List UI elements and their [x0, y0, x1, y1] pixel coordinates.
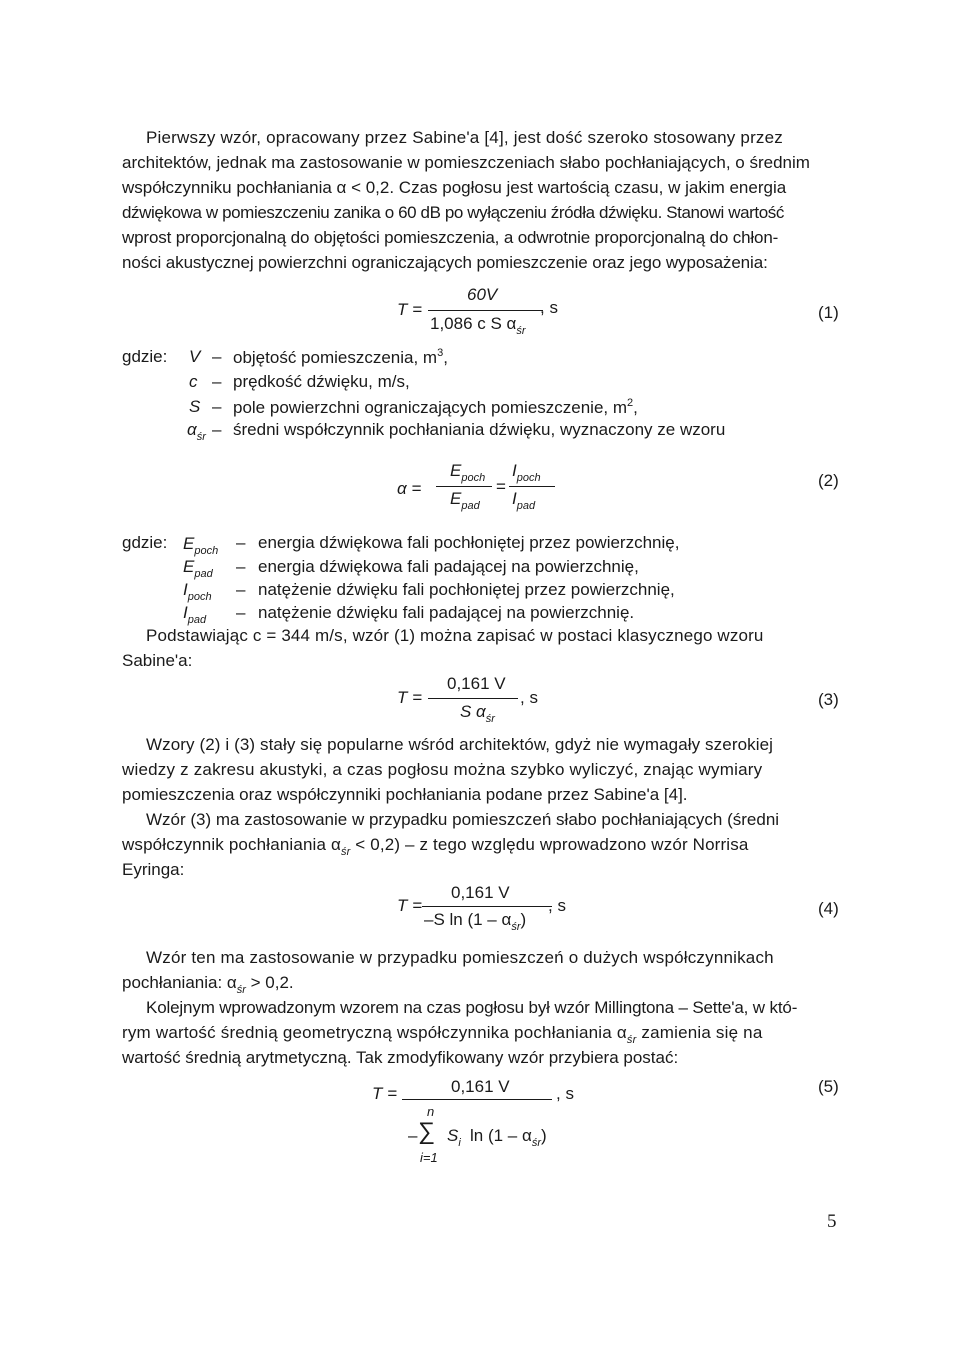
paragraph3-line2: wiedzy z zakresu akustyki, a czas pogłosu można szybko wyliczyć, znając wymiary — [122, 760, 763, 779]
eq5-sum-upper: n — [427, 1104, 435, 1119]
paragraph1-line6: ności akustycznej powierzchni ograniczających pomieszczenie oraz jego wyposażenia: — [122, 253, 768, 272]
eq2-den1: $E_{pad}$ — [450, 489, 480, 512]
def2-text-Epad: energia dźwiękowa fali padającej na powierzchnię, — [258, 557, 639, 576]
def1-text-V: objętość pomieszczenia, $m^3$, — [233, 347, 448, 367]
eq3-fraction-bar — [428, 698, 518, 699]
paragraph4-line2: współczynnik pochłaniania $\alpha_{śr} < 0,2) - z$ tego względu wprowadzono wzór Norrisa — [122, 835, 749, 858]
def2-dash: – — [236, 533, 246, 552]
def2-symbol-Epad: $E_{pad}$ — [183, 557, 213, 580]
def2-symbol-Epoch: $E_{poch}$ — [183, 534, 219, 557]
def1-dash: – — [212, 347, 222, 366]
paragraph4-line3: Eyringa: — [122, 860, 185, 879]
page-number: 5 — [827, 1211, 837, 1232]
eq5-number: (5) — [818, 1077, 839, 1096]
def2-text-Epoch: energia dźwiękowa fali pochłoniętej przez powierzchnię, — [258, 533, 680, 552]
paragraph6-line1: Kolejnym wprowadzonym wzorem na czas pogłosu był wzór Millingtona – Sette'a, w któ- — [146, 998, 798, 1017]
eq4-number: (4) — [818, 899, 839, 918]
eq3-number: (3) — [818, 690, 839, 709]
paragraph6-line2: rym wartość średnią geometryczną współczynnika pochłaniania $\alpha_{śr}$ zamienia się na — [122, 1023, 763, 1046]
eq2-number: (2) — [818, 471, 839, 490]
paragraph5-line2: pochłaniania: $\alpha_{śr} > 0,2$. — [122, 973, 294, 996]
def2-text-Ipad: natężenie dźwięku fali padającej na powierzchnię. — [258, 603, 635, 622]
eq2-den2: $I_{pad}$ — [512, 489, 536, 512]
gdzie-label-1: gdzie: — [122, 347, 168, 366]
eq5-unit: , s — [556, 1084, 574, 1103]
def1-dash: – — [212, 372, 222, 391]
eq5-sum-sign: ∑ — [418, 1118, 436, 1145]
def1-symbol-V: V — [189, 347, 201, 366]
def1-dash: – — [212, 397, 222, 416]
eq3-denominator: S $\alpha_{śr}$ — [460, 702, 495, 725]
paragraph3-line3: pomieszczenia oraz współczynniki pochłaniania podane przez Sabine'a [4]. — [122, 785, 688, 804]
def1-symbol-S: S — [189, 397, 201, 416]
eq2-equals: = — [496, 477, 506, 496]
paragraph6-line3: wartość średnią arytmetyczną. Tak zmodyfikowany wzór przybiera postać: — [122, 1048, 679, 1067]
eq5-den-Si: $S_i$ — [447, 1126, 461, 1149]
eq1-unit: , s — [540, 298, 558, 317]
eq5-sum-lower: i=1 — [420, 1150, 438, 1165]
paragraph5-line1: Wzór ten ma zastosowanie w przypadku pomieszczeń o dużych współczynnikach — [146, 948, 774, 967]
eq2-fraction-bar-2 — [509, 486, 555, 487]
def2-dash: – — [236, 603, 246, 622]
eq3-unit: , s — [520, 688, 538, 707]
paragraph2-line2: Sabine'a: — [122, 651, 193, 670]
paragraph3-line1: Wzory (2) i (3) stały się popularne wśród architektów, gdyż nie wymagały szerokiej — [146, 735, 774, 754]
gdzie-label-2: gdzie: — [122, 533, 168, 552]
paragraph4-line1: Wzór (3) ma zastosowanie w przypadku pomieszczeń słabo pochłaniających (średni — [146, 810, 780, 829]
paragraph1-line5: wprost proporcjonalną do objętości pomieszczenia, a odwrotnie proporcjonalną do chłon- — [122, 228, 779, 247]
def1-symbol-alpha: $\alpha_{śr}$ — [187, 420, 206, 443]
eq5-lhs: T = — [372, 1084, 398, 1103]
eq2-fraction-bar-1 — [436, 486, 492, 487]
def2-dash: – — [236, 557, 246, 576]
def2-symbol-Ipad: $I_{pad}$ — [183, 603, 207, 626]
eq5-numerator: 0,161 V — [451, 1077, 510, 1096]
eq5-den-ln: $\ln (1 - \alpha_{śr})$ — [470, 1126, 547, 1149]
eq3-lhs: T = — [397, 688, 423, 707]
def2-dash: – — [236, 580, 246, 599]
def1-dash: – — [212, 420, 222, 439]
eq1-denominator: 1,086 c S $\alpha_{śr}$ — [430, 314, 526, 337]
eq1-fraction-bar — [428, 310, 543, 311]
eq4-numerator: 0,161 V — [451, 883, 510, 902]
def2-text-Ipoch: natężenie dźwięku fali pochłoniętej przez powierzchnię, — [258, 580, 675, 599]
def2-symbol-Ipoch: $I_{poch}$ — [183, 580, 212, 603]
paragraph2-line1: Podstawiając c = 344 m/s, wzór (1) można zapisać w postaci klasycznego wzoru — [146, 626, 764, 645]
eq1-numerator: 60V — [467, 285, 498, 304]
def1-symbol-c: c — [189, 372, 198, 391]
eq5-fraction-bar — [402, 1099, 552, 1100]
eq2-num2: $I_{poch}$ — [512, 461, 541, 484]
eq3-numerator: 0,161 V — [447, 674, 506, 693]
paragraph1-line3: współczynniku pochłaniania α < 0,2. Czas pogłosu jest wartością czasu, w jakim energia — [122, 178, 787, 197]
def1-text-c: prędkość dźwięku, m/s, — [233, 372, 410, 391]
def1-text-alpha: średni współczynnik pochłaniania dźwięku, wyznaczony ze wzoru — [233, 420, 726, 439]
def1-text-S: pole powierzchni ograniczających pomieszczenie, $m^2$, — [233, 397, 638, 417]
paragraph1-line4: dźwiękowa w pomieszczeniu zanika o 60 dB po wyłączeniu źródła dźwięku. Stanowi wartość — [122, 203, 784, 222]
eq1-lhs: T = — [397, 300, 423, 319]
eq5-minus: – — [408, 1126, 418, 1145]
eq4-fraction-bar — [422, 906, 552, 907]
eq4-lhs: T = — [397, 896, 423, 915]
eq4-unit: , s — [548, 896, 566, 915]
paragraph1-line2: architektów, jednak ma zastosowanie w pomieszczeniach słabo pochłaniających, o średnim — [122, 153, 810, 172]
paragraph1-line1: Pierwszy wzór, opracowany przez Sabine'a [4], jest dość szeroko stosowany przez — [146, 128, 783, 147]
eq1-number: (1) — [818, 303, 839, 322]
eq2-lhs: α = — [397, 479, 422, 498]
eq4-denominator: –S $\ln (1 - \alpha_{śr})$ — [424, 910, 527, 933]
eq2-num1: $E_{poch}$ — [450, 461, 486, 484]
